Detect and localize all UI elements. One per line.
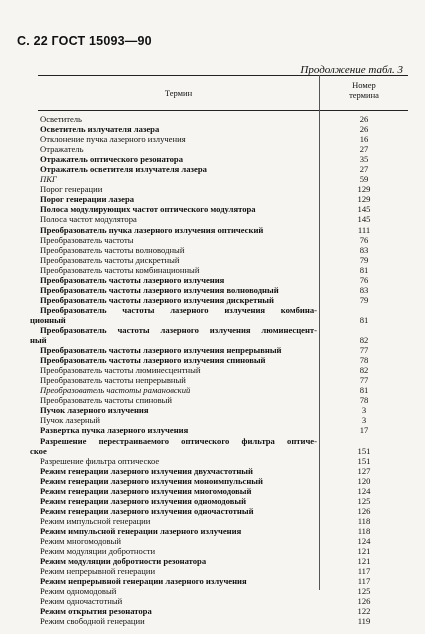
- term-cell: Преобразователь частоты непрерывный: [40, 375, 186, 386]
- term-cell: Преобразователь частоты лазерного излучения спиновый: [40, 355, 266, 366]
- term-cell: Режим непрерывной генерации лазерного излучения: [40, 576, 247, 587]
- term-cell: Режим модуляции добротности резонатора: [40, 556, 207, 567]
- column-header-number: [320, 80, 408, 100]
- term-cell: Режим непрерывной генерации: [40, 566, 156, 577]
- term-cell: Отражатель осветителя излучателя лазера: [40, 164, 207, 175]
- term-cell: Преобразователь частоты лазерного излучения: [40, 274, 225, 285]
- column-header-term: Термин: [164, 88, 193, 98]
- term-number-cell: 82: [359, 365, 369, 376]
- term-number-cell: 127: [357, 465, 371, 476]
- term-number-cell: 78: [359, 355, 369, 366]
- table-row: [38, 617, 408, 627]
- term-number-cell: 151: [357, 455, 371, 466]
- term-number-cell: 129: [357, 184, 371, 195]
- term-cell: Режим генерации лазерного излучения многомодовый: [40, 485, 252, 496]
- term-number-cell: 76: [359, 274, 369, 285]
- term-number-cell: 78: [359, 395, 369, 406]
- term-cell: Порог генерации лазера: [40, 194, 135, 205]
- term-number-cell: 122: [357, 606, 371, 617]
- term-number-cell: 129: [357, 194, 371, 205]
- term-cell: Режим модуляции добротности: [40, 546, 156, 557]
- term-number-cell: 151: [357, 445, 371, 456]
- term-number-cell: 117: [357, 566, 371, 577]
- term-number-cell: 119: [357, 616, 371, 627]
- term-cell: Режим генерации лазерного излучения одномодовый: [40, 495, 247, 506]
- term-cell: ское: [30, 445, 47, 456]
- term-cell: Режим импульсной генерации: [40, 515, 151, 526]
- term-number-cell: 83: [359, 244, 369, 255]
- page-header: С. 22 ГОСТ 15093—90: [17, 34, 152, 48]
- term-cell: Преобразователь частоты лазерного излучения комбина-: [40, 304, 317, 315]
- term-cell: Преобразователь частоты люминесцентный: [40, 365, 201, 376]
- term-number-cell: 81: [359, 385, 369, 396]
- term-cell: Преобразователь частоты: [40, 234, 134, 245]
- term-cell: ционный: [30, 314, 66, 325]
- term-number-cell: 121: [357, 556, 371, 567]
- term-cell: Режим одночастотный: [40, 596, 123, 607]
- term-number-cell: 126: [357, 505, 371, 516]
- term-number-cell: 83: [359, 284, 369, 295]
- term-cell: Преобразователь частоты рамановский: [40, 385, 191, 396]
- term-number-cell: 125: [357, 495, 371, 506]
- table-header-rule: [38, 110, 408, 111]
- term-cell: Режим генерации лазерного излучения одночастотный: [40, 505, 254, 516]
- term-number-cell: 3: [361, 405, 367, 416]
- term-number-cell: 76: [359, 234, 369, 245]
- term-number-cell: 117: [357, 576, 371, 587]
- term-cell: Пучок лазерный: [40, 415, 101, 426]
- term-cell: Преобразователь частоты комбинационный: [40, 264, 200, 275]
- term-cell: Отражатель оптического резонатора: [40, 154, 184, 165]
- column-header-number-line2: термина: [349, 90, 379, 100]
- term-number-cell: 126: [357, 596, 371, 607]
- term-number-cell: 16: [359, 134, 369, 145]
- term-cell: Развертка пучка лазерного излучения: [40, 425, 189, 436]
- table-top-rule: [38, 75, 408, 76]
- term-cell: Преобразователь частоты лазерного излучения непрерывный: [40, 345, 282, 356]
- term-number-cell: 26: [359, 124, 369, 135]
- term-number-cell: 81: [359, 314, 369, 325]
- term-number-cell: 124: [357, 535, 371, 546]
- term-cell: Преобразователь частоты спиновый: [40, 395, 172, 406]
- term-cell: Преобразователь пучка лазерного излучения оптический: [40, 224, 264, 235]
- term-number-cell: 3: [361, 415, 367, 426]
- term-number-cell: 35: [359, 154, 369, 165]
- term-cell: Осветитель: [40, 114, 82, 124]
- term-number-cell: 27: [359, 144, 369, 155]
- term-cell: ный: [30, 335, 47, 346]
- table-body: [30, 114, 408, 627]
- term-cell: Режим одномодовый: [40, 586, 117, 597]
- term-number-cell: 82: [359, 335, 369, 346]
- term-cell: Преобразователь частоты лазерного излучения люминесцент-: [40, 324, 317, 335]
- term-number-cell: 121: [357, 546, 371, 557]
- term-number-cell: 125: [357, 586, 371, 597]
- term-number-cell: 118: [357, 525, 371, 536]
- term-number-cell: 79: [359, 254, 369, 265]
- term-number-cell: 59: [359, 174, 369, 185]
- term-cell: Преобразователь частоты волноводный: [40, 244, 185, 255]
- term-cell: Порог генерации: [40, 184, 103, 195]
- term-number-cell: 77: [359, 345, 369, 356]
- table-continuation-label: Продолжение табл. 3: [300, 64, 403, 76]
- term-cell: Преобразователь частоты лазерного излучения волноводный: [40, 284, 279, 295]
- term-number-cell: 17: [359, 425, 369, 436]
- term-number-cell: 79: [359, 294, 369, 305]
- term-cell: Режим свободной генерации: [40, 616, 145, 627]
- term-number-cell: 26: [359, 114, 369, 124]
- term-cell: Режим многомодовый: [40, 535, 121, 546]
- term-cell: Отражатель: [40, 144, 84, 155]
- term-number-cell: 145: [357, 204, 371, 215]
- term-number-cell: 118: [357, 515, 371, 526]
- term-cell: Преобразователь частоты лазерного излучения дискретный: [40, 294, 274, 305]
- term-cell: Режим генерации лазерного излучения моноимпульсный: [40, 475, 263, 486]
- term-cell: Режим импульсной генерации лазерного излучения: [40, 525, 242, 536]
- term-cell: ПКГ: [40, 174, 57, 185]
- term-cell: Разрешение фильтра оптическое: [40, 455, 160, 466]
- term-cell: Режим генерации лазерного излучения двухчастотный: [40, 465, 253, 476]
- term-cell: Осветитель излучателя лазера: [40, 124, 160, 135]
- term-cell: Режим открытия резонатора: [40, 606, 152, 617]
- term-number-cell: 124: [357, 485, 371, 496]
- term-cell: Полоса модулирующих частот оптического модулятора: [40, 204, 256, 215]
- term-number-cell: 120: [357, 475, 371, 486]
- term-cell: Пучок лазерного излучения: [40, 405, 149, 416]
- term-number-cell: 145: [357, 214, 371, 225]
- term-number-cell: 111: [357, 224, 371, 235]
- column-header-number-line1: Номер: [352, 80, 376, 90]
- term-cell: Полоса частот модулятора: [40, 214, 137, 225]
- term-number-cell: 81: [359, 264, 369, 275]
- term-number-cell: 27: [359, 164, 369, 175]
- term-cell: Разрешение перестраиваемого оптического фильтра оптиче-: [40, 435, 317, 446]
- term-cell: Преобразователь частоты дискретный: [40, 254, 180, 265]
- term-cell: Отклонение пучка лазерного излучения: [40, 134, 186, 145]
- term-number-cell: 77: [359, 375, 369, 386]
